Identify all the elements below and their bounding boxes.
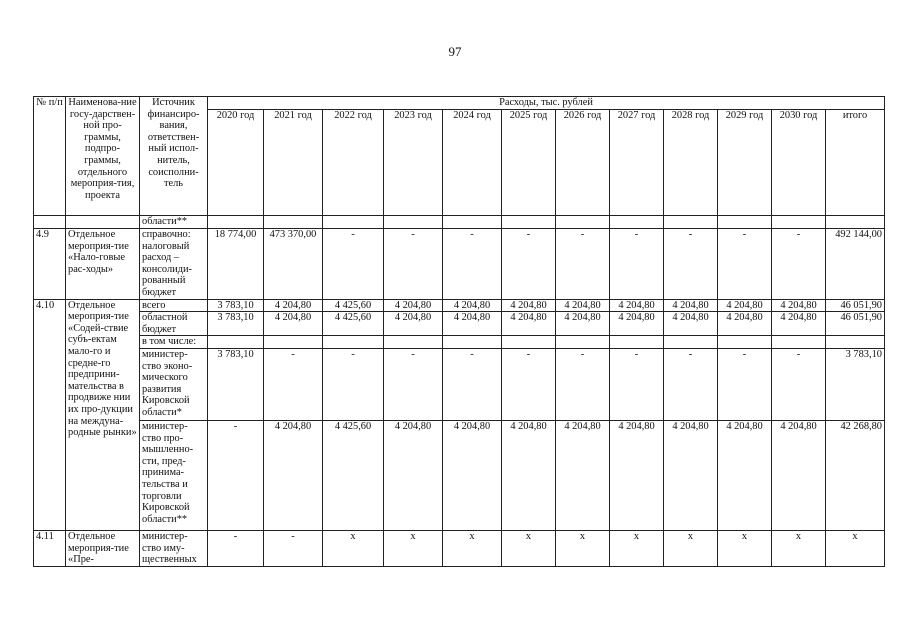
value-cell: 4 204,80: [556, 420, 610, 530]
value-cell: 4 204,80: [718, 312, 772, 336]
row-source: справочно: налоговый расход – консолиди-рованный бюджет: [140, 229, 208, 300]
value-cell: 4 204,80: [718, 420, 772, 530]
total-cell: 3 783,10: [826, 348, 885, 420]
header-year: 2030 год: [772, 109, 826, 215]
page-number: 97: [448, 44, 462, 59]
carry-row: [34, 216, 885, 229]
row-num: 4.11: [34, 530, 66, 566]
row-source: министер-ство иму-щественных: [140, 530, 208, 566]
value-cell: -: [664, 348, 718, 420]
header-expenses: Расходы, тыс. рублей: [208, 97, 885, 110]
row-source: министер-ство эконо-мического развития Кировской области*: [140, 348, 208, 420]
value-cell: -: [384, 229, 443, 300]
row-source: всего: [140, 299, 208, 312]
value-cell: -: [208, 420, 264, 530]
value-cell: -: [556, 348, 610, 420]
value-cell: 4 204,80: [610, 312, 664, 336]
value-cell: x: [664, 530, 718, 566]
value-cell: 4 204,80: [772, 299, 826, 312]
value-cell: 473 370,00: [264, 229, 323, 300]
header-source: Источник финансиро-вания, ответствен-ный испол-нитель, соисполни-тель: [140, 97, 208, 216]
value-cell: x: [502, 530, 556, 566]
value-cell: -: [264, 530, 323, 566]
table-row-4-10-total: [34, 299, 885, 312]
value-cell: -: [556, 229, 610, 300]
value-cell: 4 425,60: [323, 420, 384, 530]
value-cell: -: [323, 348, 384, 420]
value-cell: 4 204,80: [443, 312, 502, 336]
row-num: 4.10: [34, 299, 66, 530]
value-cell: -: [718, 229, 772, 300]
value-cell: 4 204,80: [443, 420, 502, 530]
value-cell: 3 783,10: [208, 312, 264, 336]
value-cell: 3 783,10: [208, 348, 264, 420]
total-cell: 42 268,80: [826, 420, 885, 530]
value-cell: -: [610, 229, 664, 300]
value-cell: 4 204,80: [772, 312, 826, 336]
row-name: Отдельное мероприя-тие «Нало-говые рас-ходы»: [66, 229, 140, 300]
header-year: 2026 год: [556, 109, 610, 215]
value-cell: x: [772, 530, 826, 566]
table-row-4-10-ministry-industry: [34, 420, 885, 530]
value-cell: 4 204,80: [443, 299, 502, 312]
header-row-top: [34, 97, 885, 110]
header-year: 2028 год: [664, 109, 718, 215]
table-row-4-9: [34, 229, 885, 300]
value-cell: 4 204,80: [384, 299, 443, 312]
row-name: Отдельное мероприя-тие «Содей-ствие субъ-ектам мало-го и средне-го предприни-мательства в продвиже нии их про-дукции на междуна-родные рынки»: [66, 299, 140, 530]
value-cell: 4 204,80: [502, 420, 556, 530]
value-cell: 4 204,80: [664, 312, 718, 336]
value-cell: 18 774,00: [208, 229, 264, 300]
row-name: Отдельное мероприя-тие «Пре-: [66, 530, 140, 566]
header-name: Наименова-ние госу-дарствен-ной про-граммы, подпро-граммы, отдельного мероприя-тия, проекта: [66, 97, 140, 216]
header-total: итого: [826, 109, 885, 215]
value-cell: x: [610, 530, 664, 566]
header-year: 2022 год: [323, 109, 384, 215]
value-cell: 4 204,80: [610, 420, 664, 530]
value-cell: -: [772, 348, 826, 420]
total-cell: 46 051,90: [826, 299, 885, 312]
header-year: 2024 год: [443, 109, 502, 215]
value-cell: -: [443, 229, 502, 300]
value-cell: 4 204,80: [610, 299, 664, 312]
value-cell: -: [323, 229, 384, 300]
value-cell: x: [384, 530, 443, 566]
value-cell: -: [610, 348, 664, 420]
value-cell: -: [502, 229, 556, 300]
value-cell: -: [384, 348, 443, 420]
total-cell: 492 144,00: [826, 229, 885, 300]
total-cell: x: [826, 530, 885, 566]
value-cell: -: [772, 229, 826, 300]
value-cell: 4 204,80: [772, 420, 826, 530]
value-cell: 4 204,80: [556, 299, 610, 312]
value-cell: 4 204,80: [264, 312, 323, 336]
value-cell: 4 204,80: [502, 312, 556, 336]
row-num: 4.9: [34, 229, 66, 300]
table-row-4-10-including: [34, 336, 885, 349]
value-cell: 4 204,80: [664, 420, 718, 530]
table-row-4-10-budget: [34, 312, 885, 336]
value-cell: 3 783,10: [208, 299, 264, 312]
value-cell: x: [443, 530, 502, 566]
header-num: № п/п: [34, 97, 66, 216]
row-source: министер-ство про-мышленно-сти, пред-принима-тельства и торговли Кировской области**: [140, 420, 208, 530]
header-year: 2021 год: [264, 109, 323, 215]
value-cell: 4 204,80: [502, 299, 556, 312]
row-source: областной бюджет: [140, 312, 208, 336]
value-cell: 4 204,80: [718, 299, 772, 312]
value-cell: 4 204,80: [664, 299, 718, 312]
value-cell: x: [718, 530, 772, 566]
value-cell: -: [718, 348, 772, 420]
table-row-4-11: [34, 530, 885, 566]
header-year: 2020 год: [208, 109, 264, 215]
header-year: 2029 год: [718, 109, 772, 215]
value-cell: 4 204,80: [556, 312, 610, 336]
value-cell: x: [556, 530, 610, 566]
value-cell: -: [502, 348, 556, 420]
value-cell: 4 204,80: [384, 420, 443, 530]
value-cell: -: [208, 530, 264, 566]
header-year: 2027 год: [610, 109, 664, 215]
value-cell: -: [264, 348, 323, 420]
header-year: 2025 год: [502, 109, 556, 215]
value-cell: 4 425,60: [323, 299, 384, 312]
value-cell: 4 204,80: [264, 420, 323, 530]
carry-source: области**: [140, 216, 208, 229]
total-cell: 46 051,90: [826, 312, 885, 336]
header-year: 2023 год: [384, 109, 443, 215]
value-cell: x: [323, 530, 384, 566]
expenses-table: [33, 96, 885, 567]
table-row-4-10-ministry-economy: [34, 348, 885, 420]
row-source: в том числе:: [140, 336, 208, 349]
value-cell: 4 204,80: [384, 312, 443, 336]
value-cell: -: [443, 348, 502, 420]
value-cell: 4 204,80: [264, 299, 323, 312]
value-cell: 4 425,60: [323, 312, 384, 336]
value-cell: -: [664, 229, 718, 300]
